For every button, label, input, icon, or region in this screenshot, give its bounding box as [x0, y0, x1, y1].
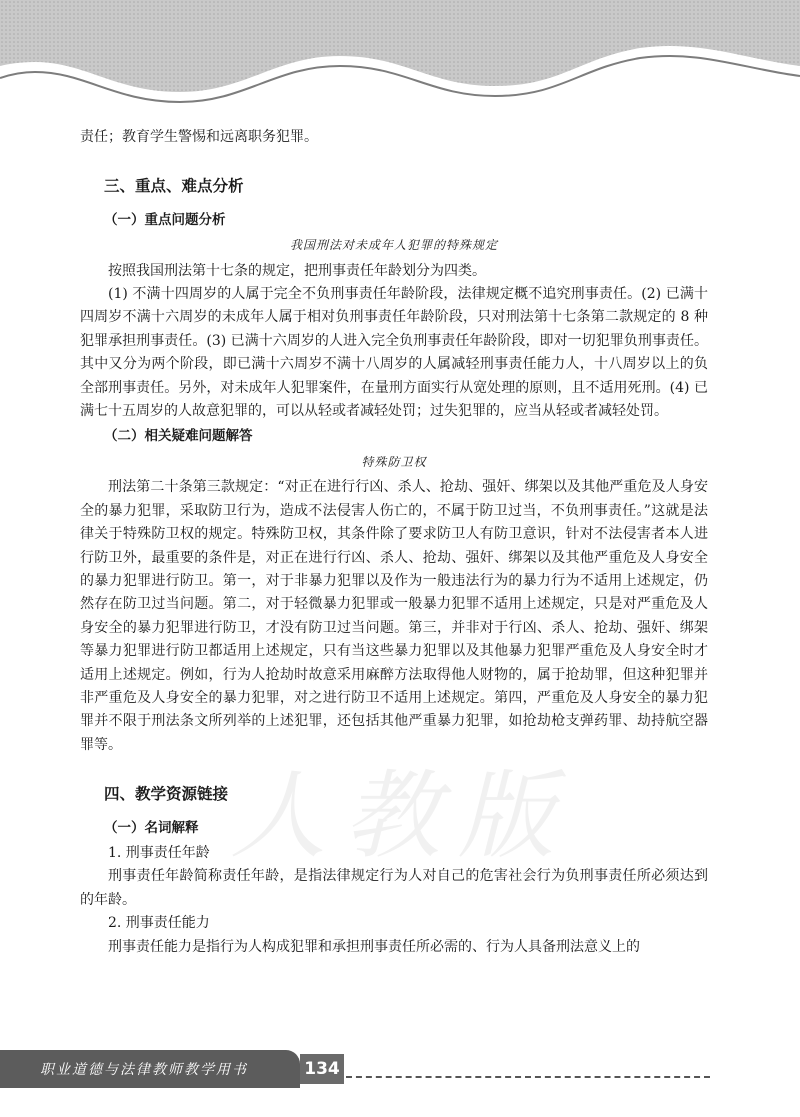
section-3-2-title: （二）相关疑难问题解答: [104, 428, 253, 445]
term-2-body: 刑事责任能力是指行为人构成犯罪和承担刑事责任所必需的、行为人具备刑法意义上的: [108, 938, 640, 955]
header-wave-band: [0, 0, 800, 110]
term-1-title: 1. 刑事责任年龄: [108, 844, 210, 861]
section-3-1-title: （一）重点问题分析: [104, 211, 226, 228]
paragraph: 按照我国刑法第十七条的规定，把刑事责任年龄划分为四类。: [108, 262, 486, 279]
section-3-1-topic: 我国刑法对未成年人犯罪的特殊规定: [289, 238, 498, 253]
footer-tab: [0, 1050, 300, 1088]
page-footer: [0, 1050, 800, 1090]
term-1-body: 刑事责任年龄简称责任年龄，是指法律规定行为人对自己的危害社会行为负刑事责任所必须达到的年龄。: [80, 868, 708, 908]
watermark: 人教版: [230, 760, 572, 872]
paragraph: 刑法第二十条第三款规定：“对正在进行行凶、杀人、抢劫、强奸、绑架以及其他严重危及人身安全的暴力犯罪，采取防卫行为，造成不法侵害人伤亡的，不属于防卫过当，不负刑事责任。”这就是法律关于特殊防卫权的规定。特殊防卫权，其条件除了要求防卫人有防卫意识，针对不法侵害者本人进行防卫外，最重要的条件是，对正在进行行凶、杀人、抢劫、强奸、绑架以及其他严重危及人身安全的暴力犯罪进行防卫。第一，对于非暴力犯罪以及作为一般违法行为的暴力行为不适用上述规定，仍然存在防卫过当问题。第二，对于轻微暴力犯罪或一般暴力犯罪不适用上述规定，只是对严重危及人身安全的暴力犯罪进行防卫，才没有防卫过当问题。第三，并非对于行凶、杀人、抢劫、强奸、绑架等暴力犯罪进行防卫都适用上述规定，只有当这些暴力犯罪以及其他暴力犯罪严重危及人身安全时才适用上述规定。例如，行为人抢劫时故意采用麻醉方法取得他人财物的，属于抢劫罪，但这种犯罪并非严重危及人身安全的暴力犯罪，对之进行防卫不适用上述规定。第四，严重危及人身安全的暴力犯罪并不限于刑法条文所列举的上述犯罪，还包括其他严重暴力犯罪，如抢劫枪支弹药罪、劫持航空器罪等。: [80, 479, 708, 753]
term-2-title: 2. 刑事责任能力: [108, 915, 210, 932]
page-number: 134: [300, 1054, 344, 1084]
opening-line: 责任；教育学生警惕和远离职务犯罪。: [80, 129, 318, 145]
page-content: [80, 126, 708, 959]
section-4-title: 四、教学资源链接: [104, 785, 229, 804]
section-3-2-topic: 特殊防卫权: [361, 454, 427, 469]
footer-dashed-rule: [346, 1076, 710, 1078]
section-4-1-title: （一）名词解释: [104, 819, 199, 836]
paragraph: (1) 不满十四周岁的人属于完全不负刑事责任年龄阶段，法律规定概不追究刑事责任。(2) 已满十四周岁不满十六周岁的未成年人属于相对负刑事责任年龄阶段，只对刑法第十七条第二款规定的 8 种犯罪承担刑事责任。(3) 已满十六周岁的人进入完全负刑事责任年龄阶段，即对一切犯罪负刑事责任。其中又分为两个阶段，即已满十六周岁不满十八周岁的人属减轻刑事责任能力人，十八周岁以上的负全部刑事责任。另外，对未成年人犯罪案件，在量刑方面实行从宽处理的原则，且不适用死刑。(4) 已满七十五周岁的人故意犯罪的，可以从轻或者减轻处罚；过失犯罪的，应当从轻或者减轻处罚。: [80, 286, 708, 420]
book-title: 职业道德与法律教师教学用书: [40, 1062, 248, 1078]
section-3-title: 三、重点、难点分析: [104, 177, 244, 196]
